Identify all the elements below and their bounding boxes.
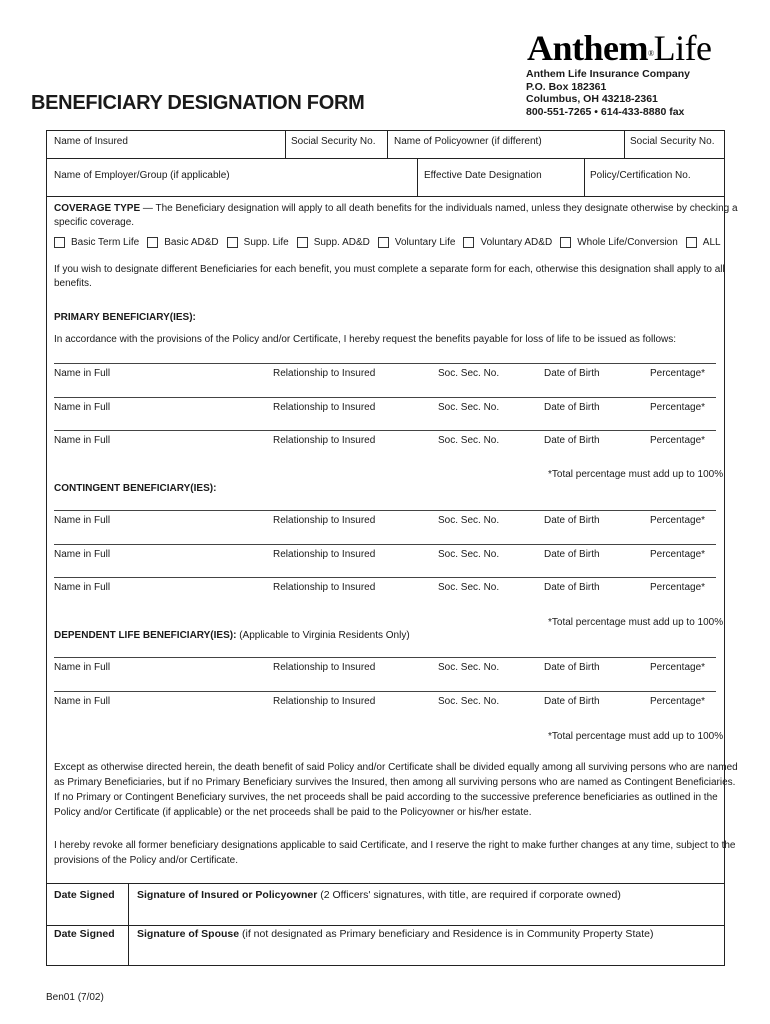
relationship-field[interactable]: Relationship to Insured: [273, 435, 376, 446]
dependent-heading: [54, 629, 410, 643]
form-title: BENEFICIARY DESIGNATION FORM: [31, 92, 365, 114]
date-of-birth-field[interactable]: Date of Birth: [544, 662, 600, 673]
name-in-full-field[interactable]: Name in Full: [54, 435, 111, 446]
legal-line: I hereby revoke all former beneficiary designations applicable to said Certificate, and I reserve the right to make further changes at any time, subject to the: [54, 840, 736, 851]
ssn-field[interactable]: Soc. Sec. No.: [438, 368, 500, 379]
checkbox-supp-life[interactable]: [227, 237, 289, 248]
legal-paragraph-1: [54, 760, 738, 820]
checkbox-label: Supp. AD&D: [313, 237, 370, 248]
policy-number-field[interactable]: Policy/Certification No.: [590, 170, 691, 181]
relationship-field[interactable]: Relationship to Insured: [273, 515, 376, 526]
row-underline: [54, 544, 716, 545]
checkbox-voluntary-life[interactable]: [378, 237, 456, 248]
checkbox-whole-life[interactable]: [560, 237, 678, 248]
signature-insured-label: Signature of Insured or Policyowner: [137, 889, 318, 901]
checkbox-basic-term-life[interactable]: [54, 237, 139, 248]
checkbox-square[interactable]: [54, 237, 65, 248]
legal-line: If no Primary or Contingent Beneficiary survives, the net proceeds shall be paid according to the successive preference beneficiaries as outlined in the: [54, 792, 718, 803]
signature-spouse-field[interactable]: [137, 928, 653, 940]
relationship-field[interactable]: Relationship to Insured: [273, 696, 376, 707]
ssn-field[interactable]: Soc. Sec. No.: [438, 435, 500, 446]
ssn-field[interactable]: Soc. Sec. No.: [438, 662, 500, 673]
percentage-field[interactable]: Percentage*: [650, 662, 706, 673]
checkbox-voluntary-add[interactable]: [463, 237, 552, 248]
primary-heading: PRIMARY BENEFICIARY(IES):: [54, 312, 196, 323]
separate-form-note-1: If you wish to designate different Beneficiaries for each benefit, you must complete a separate form for each, otherwise this designation shall apply to all: [54, 264, 725, 275]
address-line-1: P.O. Box 182361: [526, 80, 607, 93]
name-in-full-field[interactable]: Name in Full: [54, 696, 111, 707]
checkbox-label: ALL: [702, 237, 721, 248]
signature-insured-field[interactable]: [137, 889, 621, 901]
coverage-type-desc: — The Beneficiary designation will apply to all death benefits for the individuals named, unless they designate otherwise by checking a: [140, 203, 738, 214]
divider: [46, 158, 725, 159]
percentage-field[interactable]: Percentage*: [650, 435, 706, 446]
ssn-field[interactable]: Soc. Sec. No.: [438, 696, 500, 707]
checkbox-label: Basic Term Life: [71, 237, 140, 248]
checkbox-square[interactable]: [560, 237, 571, 248]
percentage-field[interactable]: Percentage*: [650, 402, 706, 413]
divider: [624, 130, 625, 158]
row-underline: [54, 510, 716, 511]
checkbox-square[interactable]: [147, 237, 158, 248]
ssn-field[interactable]: Soc. Sec. No.: [438, 402, 500, 413]
row-underline: [54, 691, 716, 692]
checkbox-square[interactable]: [227, 237, 238, 248]
date-of-birth-field[interactable]: Date of Birth: [544, 582, 600, 593]
date-signed-field-2[interactable]: Date Signed: [54, 928, 115, 940]
name-in-full-field[interactable]: Name in Full: [54, 549, 111, 560]
ssn-field[interactable]: Soc. Sec. No.: [438, 582, 500, 593]
legal-line: as Primary Beneficiaries, but if no Primary Beneficiary survives the Insured, then among all surviving persons who are named as Contingent Beneficiaries.: [54, 777, 736, 788]
relationship-field[interactable]: Relationship to Insured: [273, 662, 376, 673]
date-of-birth-field[interactable]: Date of Birth: [544, 435, 600, 446]
name-of-insured-field[interactable]: Name of Insured: [54, 136, 128, 147]
ssn-field[interactable]: Soc. Sec. No.: [438, 515, 500, 526]
contingent-heading: CONTINGENT BENEFICIARY(IES):: [54, 483, 217, 494]
contingent-total-note: *Total percentage must add up to 100%: [548, 617, 724, 628]
checkbox-square[interactable]: [463, 237, 474, 248]
divider: [285, 130, 286, 158]
divider: [128, 883, 129, 966]
row-underline: [54, 430, 716, 431]
legal-line: provisions of the Policy and/or Certificate.: [54, 855, 238, 866]
signature-insured-note: (2 Officers' signatures, with title, are required if corporate owned): [317, 889, 621, 901]
company-address: [526, 68, 690, 118]
ssn-field[interactable]: Soc. Sec. No.: [438, 549, 500, 560]
company-name: Anthem Life Insurance Company: [526, 68, 690, 80]
divider: [387, 130, 388, 158]
percentage-field[interactable]: Percentage*: [650, 515, 706, 526]
policyowner-name-field[interactable]: Name of Policyowner (if different): [394, 136, 542, 147]
primary-intro: In accordance with the provisions of the Policy and/or Certificate, I hereby request the benefits payable for loss of life to be issued as follows:: [54, 334, 677, 345]
signature-spouse-label: Signature of Spouse: [137, 928, 240, 940]
checkbox-label: Whole Life/Conversion: [577, 237, 678, 248]
row-underline: [54, 577, 716, 578]
date-of-birth-field[interactable]: Date of Birth: [544, 368, 600, 379]
dependent-total-note: *Total percentage must add up to 100%: [548, 731, 724, 742]
address-line-2: Columbus, OH 43218-2361: [526, 93, 658, 105]
anthem-life-logo: Anthem®Life: [527, 28, 712, 68]
date-of-birth-field[interactable]: Date of Birth: [544, 515, 600, 526]
name-in-full-field[interactable]: Name in Full: [54, 368, 111, 379]
name-in-full-field[interactable]: Name in Full: [54, 662, 111, 673]
percentage-field[interactable]: Percentage*: [650, 368, 706, 379]
name-in-full-field[interactable]: Name in Full: [54, 402, 111, 413]
divider: [46, 196, 725, 197]
form-code: Ben01 (7/02): [46, 992, 104, 1003]
coverage-type-desc-2: specific coverage.: [54, 217, 135, 228]
divider: [417, 158, 418, 196]
relationship-field[interactable]: Relationship to Insured: [273, 582, 376, 593]
coverage-type-text: [54, 202, 738, 230]
dependent-heading-label: DEPENDENT LIFE BENEFICIARY(IES):: [54, 630, 237, 641]
separate-form-note-2: benefits.: [54, 278, 92, 289]
checkbox-square[interactable]: [297, 237, 308, 248]
divider: [584, 158, 585, 196]
checkbox-basic-add[interactable]: [147, 237, 218, 248]
employer-group-field[interactable]: Name of Employer/Group (if applicable): [54, 170, 230, 181]
date-of-birth-field[interactable]: Date of Birth: [544, 402, 600, 413]
percentage-field[interactable]: Percentage*: [650, 549, 706, 560]
divider: [46, 883, 725, 884]
date-of-birth-field[interactable]: Date of Birth: [544, 549, 600, 560]
legal-paragraph-2: [54, 838, 736, 868]
checkbox-label: Voluntary Life: [394, 237, 456, 248]
checkbox-label: Basic AD&D: [164, 237, 219, 248]
effective-date-field[interactable]: Effective Date Designation: [424, 170, 542, 181]
insured-ssn-field[interactable]: Social Security No.: [291, 136, 376, 147]
row-underline: [54, 363, 716, 364]
relationship-field[interactable]: Relationship to Insured: [273, 402, 376, 413]
legal-line: Except as otherwise directed herein, the death benefit of said Policy and/or Certificate shall be divided equally among all surviving persons who are named: [54, 762, 738, 773]
divider: [46, 925, 725, 926]
checkbox-supp-add[interactable]: [297, 237, 370, 248]
percentage-field[interactable]: Percentage*: [650, 582, 706, 593]
name-in-full-field[interactable]: Name in Full: [54, 515, 111, 526]
name-in-full-field[interactable]: Name in Full: [54, 582, 111, 593]
row-underline: [54, 397, 716, 398]
primary-total-note: *Total percentage must add up to 100%: [548, 469, 724, 480]
signature-spouse-note: (if not designated as Primary beneficiary and Residence is in Community Property State): [239, 928, 654, 940]
separate-form-note: [54, 263, 725, 291]
coverage-type-label: COVERAGE TYPE: [54, 203, 141, 214]
checkbox-square[interactable]: [686, 237, 697, 248]
dependent-heading-note: (Applicable to Virginia Residents Only): [236, 630, 410, 641]
percentage-field[interactable]: Percentage*: [650, 696, 706, 707]
checkbox-label: Supp. Life: [243, 237, 289, 248]
checkbox-square[interactable]: [378, 237, 389, 248]
coverage-checkboxes: [54, 237, 724, 248]
policyowner-ssn-field[interactable]: Social Security No.: [630, 136, 715, 147]
row-underline: [54, 657, 716, 658]
relationship-field[interactable]: Relationship to Insured: [273, 549, 376, 560]
phone-fax: 800-551-7265 • 614-433-8880 fax: [526, 105, 685, 118]
checkbox-all[interactable]: [686, 237, 721, 248]
date-signed-field-1[interactable]: Date Signed: [54, 889, 115, 901]
date-of-birth-field[interactable]: Date of Birth: [544, 696, 600, 707]
relationship-field[interactable]: Relationship to Insured: [273, 368, 376, 379]
legal-line: Policy and/or Certificate (if applicable) or the net proceeds shall be paid to the Policyowner or his/her estate.: [54, 807, 532, 818]
checkbox-label: Voluntary AD&D: [480, 237, 553, 248]
